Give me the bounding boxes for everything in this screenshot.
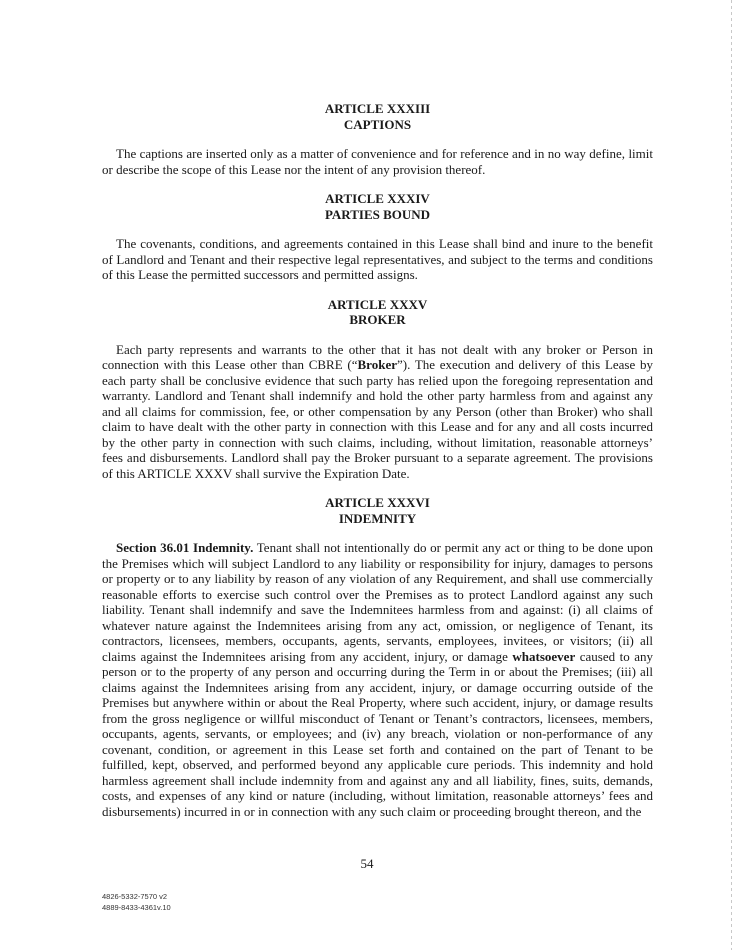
article-34-body: The covenants, conditions, and agreements contained in this Lease shall bind and inure to the benefit of Landlord and Tenant and their respective legal representatives, and subject to the terms and conditions of this Lease the permitted successors and permitted assigns.	[102, 236, 653, 282]
article-33-number: ARTICLE XXXIII	[324, 101, 431, 116]
doc-id-2: 4889-8433-4361v.10	[102, 902, 171, 912]
document-ids	[102, 892, 171, 913]
article-34-number: ARTICLE XXXIV	[325, 191, 430, 206]
article-35-body-start: Each party represents and warrants to the other that it has not dealt with any broker or Person in connection with this Lease other than CBRE (“	[102, 341, 653, 372]
article-35-title: BROKER	[349, 312, 406, 327]
article-35-heading	[102, 297, 653, 328]
article-33-heading	[102, 101, 653, 132]
article-35-body-end: ”). The execution and delivery of this Lease by each party shall be conclusive evidence that such party has relied upon the foregoing representation and warranty. Landlord and Tenant shall indemnify and hold the other party harmless from and against any and all claims for commission, fee, or other compensation by any Person (other than Broker) who shall claim to have dealt with the other party in connection with this Lease and for any and all costs incurred by the other party in connection with such claims, including, without limitation, reasonable attorneys’ fees and disbursements. Landlord shall pay the Broker pursuant to a separate agreement. The provisions of this ARTICLE XXXV shall survive the Expiration Date.	[102, 357, 653, 481]
article-36-body-end: caused to any person or to the property of any person and occurring during the Term in or about the Premises; (iii) all claims against the Indemnitees arising from any accident, injury, or damage occurring outside of the Premises but anywhere within or about the Real Property, where such accident, injury, or damage results from the gross negligence or willful misconduct of Tenant or Tenant’s contractors, licensees, members, occupants, agents, servants, or employees; and (iv) any breach, violation or non-performance of any covenant, condition, or agreement in this Lease set forth and contained on the part of Tenant to be fulfilled, kept, observed, and performed beyond any applicable cure periods. This indemnity and hold harmless agreement shall include indemnity from and against any and all liability, fines, suits, demands, costs, and expenses of any kind or nature (including, without limitation, reasonable attorneys’ fees and disbursements) incurred in or in connection with any such claim or proceeding brought thereon, and the	[102, 648, 653, 819]
scan-edge-line	[731, 0, 732, 950]
article-36-title: INDEMNITY	[338, 510, 417, 526]
article-36-body	[102, 540, 653, 819]
article-36-heading	[102, 495, 653, 526]
document-page	[102, 101, 653, 832]
article-33-body: The captions are inserted only as a matter of convenience and for reference and in no way define, limit or describe the scope of this Lease nor the intent of any provision thereof.	[102, 146, 653, 177]
article-36-number: ARTICLE XXXVI	[325, 495, 430, 510]
article-36-body-start: Tenant shall not intentionally do or permit any act or thing to be done upon the Premises which will subject Landlord to any liability or responsibility for injury, damages to persons or property or to any liability by reason of any violation of any Requirement, and shall use commercially reasonable efforts to exercise such control over the Premises as to protect Landlord against any such liability. Tenant shall indemnify and save the Indemnitees harmless from and against: (i) all claims of whatever nature against the Indemnitees arising from any act, omission, or negligence of Tenant, its contractors, licensees, members, occupants, agents, servants, employees, invitees, or visitors; (ii) all claims against the Indemnitees arising from any accident, injury, or damage	[102, 540, 653, 664]
page-number: 54	[360, 856, 374, 871]
article-34-title: PARTIES BOUND	[324, 206, 431, 222]
whatsoever-emphasis: whatsoever	[512, 648, 576, 664]
article-34-heading	[102, 191, 653, 222]
broker-defined-term: Broker	[357, 357, 397, 372]
article-33-title: CAPTIONS	[343, 116, 412, 132]
section-36-01-label: Section 36.01 Indemnity.	[116, 540, 254, 555]
article-35-body	[102, 342, 653, 482]
doc-id-1: 4826-5332-7570 v2	[102, 892, 168, 901]
article-35-number: ARTICLE XXXV	[327, 296, 428, 312]
